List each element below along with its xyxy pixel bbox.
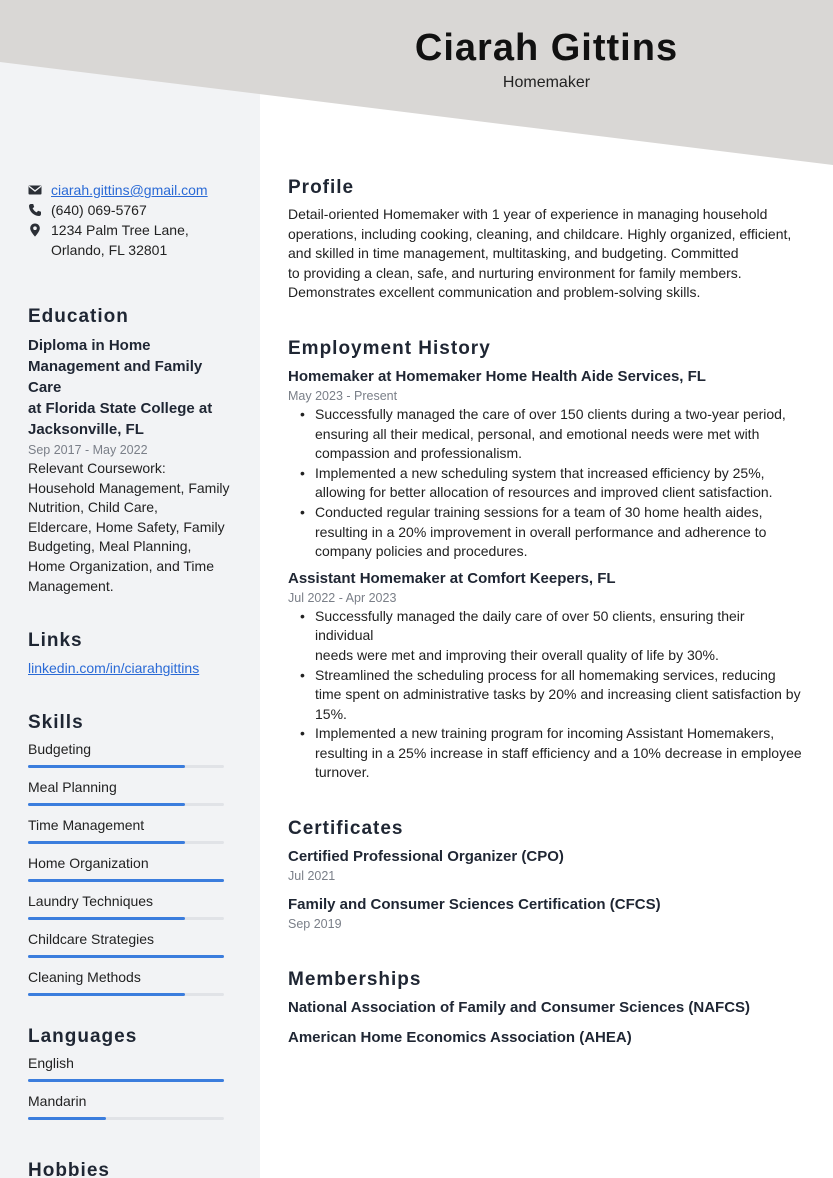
map-pin-icon <box>28 223 42 237</box>
education-title <box>28 335 233 440</box>
level-bar <box>28 1079 224 1082</box>
education-heading: Education <box>28 306 129 327</box>
profile-summary <box>288 205 803 303</box>
skill-label: Home Organization <box>28 855 149 872</box>
level-bar-fill <box>28 803 185 806</box>
hobbies-section <box>28 1159 233 1178</box>
skill-label: Time Management <box>28 817 145 834</box>
candidate-title: Homemaker <box>502 74 591 91</box>
language-item <box>28 1091 233 1129</box>
bullet-line: • Implemented a new scheduling system that increased efficiency by 25%, <box>315 464 765 481</box>
job-entry <box>288 366 803 562</box>
bullet-line: needs were met and improving their overall quality of life by 30%. <box>315 646 719 663</box>
links-heading: Links <box>28 630 83 652</box>
email-link[interactable]: ciarah.gittins@gmail.com <box>51 182 208 198</box>
links-section <box>28 629 233 678</box>
certificate-entry <box>288 846 803 885</box>
coursework-line: Nutrition, Child Care, <box>28 499 158 516</box>
profile-line: to providing a clean, safe, and nurturing environment for family members. <box>288 264 742 281</box>
coursework-line: Budgeting, Meal Planning, <box>28 538 192 555</box>
job-bullet <box>298 666 803 725</box>
address-line-2: Orlando, FL 32801 <box>51 242 168 258</box>
level-bar-fill <box>28 1117 106 1120</box>
contact-address-row <box>28 220 233 260</box>
bullet-line: • Conducted regular training sessions for a team of 30 home health aides, <box>315 503 763 520</box>
skill-item <box>28 891 233 929</box>
job-bullets <box>298 405 803 562</box>
profile-line: operations, including cooking, cleaning, and childcare. Highly organized, efficient, <box>288 225 792 242</box>
education-title-line: Management and Family Care <box>28 358 203 396</box>
language-item <box>28 1053 233 1091</box>
bullet-line: turnover. <box>315 764 370 781</box>
certificate-date: Sep 2019 <box>288 917 342 932</box>
skill-item <box>28 815 233 853</box>
level-bar-fill <box>28 841 185 844</box>
profile-line: Detail-oriented Homemaker with 1 year of experience in managing household <box>288 206 768 222</box>
bullet-line: resulting in a 25% increase in staff efficiency and a 10% decrease in employee <box>315 744 802 761</box>
profile-heading: Profile <box>288 177 355 198</box>
bullet-line: compassion and professionalism. <box>315 445 522 462</box>
job-bullet <box>298 405 803 464</box>
membership-item: National Association of Family and Consumer Sciences (NAFCS) <box>288 999 751 1017</box>
skill-item <box>28 853 233 891</box>
skills-heading: Skills <box>28 712 84 734</box>
skill-item <box>28 777 233 815</box>
level-bar-fill <box>28 917 185 920</box>
level-bar-fill <box>28 879 224 882</box>
memberships-section <box>288 968 803 1048</box>
level-bar-fill <box>28 765 185 768</box>
language-label: Mandarin <box>28 1093 87 1110</box>
bullet-line: • Streamlined the scheduling process for all homemaking services, reducing <box>315 666 776 683</box>
language-label: English <box>28 1055 74 1072</box>
contact-block <box>28 180 233 260</box>
bullet-line: allowing for better allocation of resources and improved client satisfaction. <box>315 484 773 501</box>
memberships-heading: Memberships <box>288 969 422 991</box>
level-bar <box>28 1117 224 1120</box>
jobs-list <box>288 366 803 783</box>
education-coursework <box>28 459 233 596</box>
sidebar <box>28 180 233 1178</box>
bullet-line: company policies and procedures. <box>315 543 528 560</box>
level-bar-fill <box>28 1079 224 1082</box>
level-bar-fill <box>28 993 185 996</box>
main-content <box>288 176 803 1048</box>
membership-item: American Home Economics Association (AHEA) <box>288 1029 632 1047</box>
job-date: May 2023 - Present <box>288 388 398 403</box>
level-bar <box>28 993 224 996</box>
bullet-line: resulting in a 20% improvement in overall performance and adherence to <box>315 523 767 540</box>
profile-line: Demonstrates excellent communication and problem-solving skills. <box>288 284 701 301</box>
candidate-name: Ciarah Gittins <box>414 27 679 69</box>
skill-label: Meal Planning <box>28 779 117 796</box>
bullet-line: time spent on administrative tasks by 20% and increasing client satisfaction by <box>315 686 801 703</box>
skill-label: Cleaning Methods <box>28 969 141 986</box>
linkedin-link[interactable]: linkedin.com/in/ciarahgittins <box>28 660 200 677</box>
envelope-icon <box>28 183 42 197</box>
languages-section <box>28 1025 233 1129</box>
job-date: Jul 2022 - Apr 2023 <box>288 590 397 605</box>
job-title: Assistant Homemaker at Comfort Keepers, FL <box>288 569 616 587</box>
education-title-line: Jacksonville, FL <box>28 421 144 438</box>
contact-phone-row <box>28 200 233 220</box>
bullet-line: • Implemented a new training program for incoming Assistant Homemakers, <box>315 725 775 742</box>
hobbies-heading: Hobbies <box>28 1160 110 1178</box>
languages-list <box>28 1053 233 1129</box>
coursework-line: Home Organization, and Time <box>28 557 214 574</box>
education-title-line: at Florida State College at <box>28 400 213 417</box>
level-bar <box>28 765 224 768</box>
certificates-heading: Certificates <box>288 818 404 840</box>
coursework-line: Household Management, Family <box>28 479 230 496</box>
employment-section <box>288 337 803 783</box>
phone-number: (640) 069-5767 <box>51 202 147 218</box>
level-bar-fill <box>28 955 224 958</box>
coursework-line: Eldercare, Home Safety, Family <box>28 518 225 535</box>
certificate-title: Family and Consumer Sciences Certification (CFCS) <box>288 896 661 914</box>
job-title: Homemaker at Homemaker Home Health Aide Services, FL <box>288 367 706 385</box>
skills-list <box>28 739 233 1005</box>
level-bar <box>28 917 224 920</box>
profile-section <box>288 176 803 303</box>
level-bar <box>28 955 224 958</box>
skills-section <box>28 711 233 1005</box>
job-bullet <box>298 607 803 666</box>
phone-icon <box>28 203 42 217</box>
level-bar <box>28 841 224 844</box>
level-bar <box>28 879 224 882</box>
certificate-title: Certified Professional Organizer (CPO) <box>288 848 564 866</box>
skill-label: Laundry Techniques <box>28 893 154 910</box>
employment-heading: Employment History <box>288 337 491 359</box>
education-title-line: Diploma in Home <box>28 337 151 354</box>
bullet-line: • Successfully managed the daily care of over 50 clients, ensuring their individual <box>315 607 745 644</box>
address-line-1: 1234 Palm Tree Lane, <box>51 222 189 238</box>
bullet-line: • Successfully managed the care of over 150 clients during a two-year period, <box>315 405 786 422</box>
job-bullet <box>298 724 803 783</box>
certificates-section <box>288 817 803 933</box>
languages-heading: Languages <box>28 1026 138 1048</box>
profile-line: and skilled in time management, multitasking, and budgeting. Committed <box>288 245 739 262</box>
skill-label: Budgeting <box>28 741 92 758</box>
certificate-entry <box>288 894 803 933</box>
skill-item <box>28 929 233 967</box>
job-bullet <box>298 503 803 562</box>
education-date: Sep 2017 - May 2022 <box>28 443 148 457</box>
level-bar <box>28 803 224 806</box>
skill-label: Childcare Strategies <box>28 931 155 948</box>
contact-email-row <box>28 180 233 200</box>
certificate-date: Jul 2021 <box>288 869 336 884</box>
coursework-line: Relevant Coursework: <box>28 460 166 476</box>
job-bullet <box>298 464 803 503</box>
memberships-list <box>288 997 803 1048</box>
job-entry <box>288 568 803 783</box>
certificates-list <box>288 846 803 933</box>
bullet-line: ensuring all their medical, personal, and emotional needs were met with <box>315 425 760 442</box>
bullet-line: 15%. <box>315 705 347 722</box>
resume-header <box>260 24 833 92</box>
job-bullets <box>298 607 803 783</box>
skill-item <box>28 967 233 1005</box>
skill-item <box>28 739 233 777</box>
coursework-line: Management. <box>28 577 114 594</box>
education-section <box>28 305 233 596</box>
